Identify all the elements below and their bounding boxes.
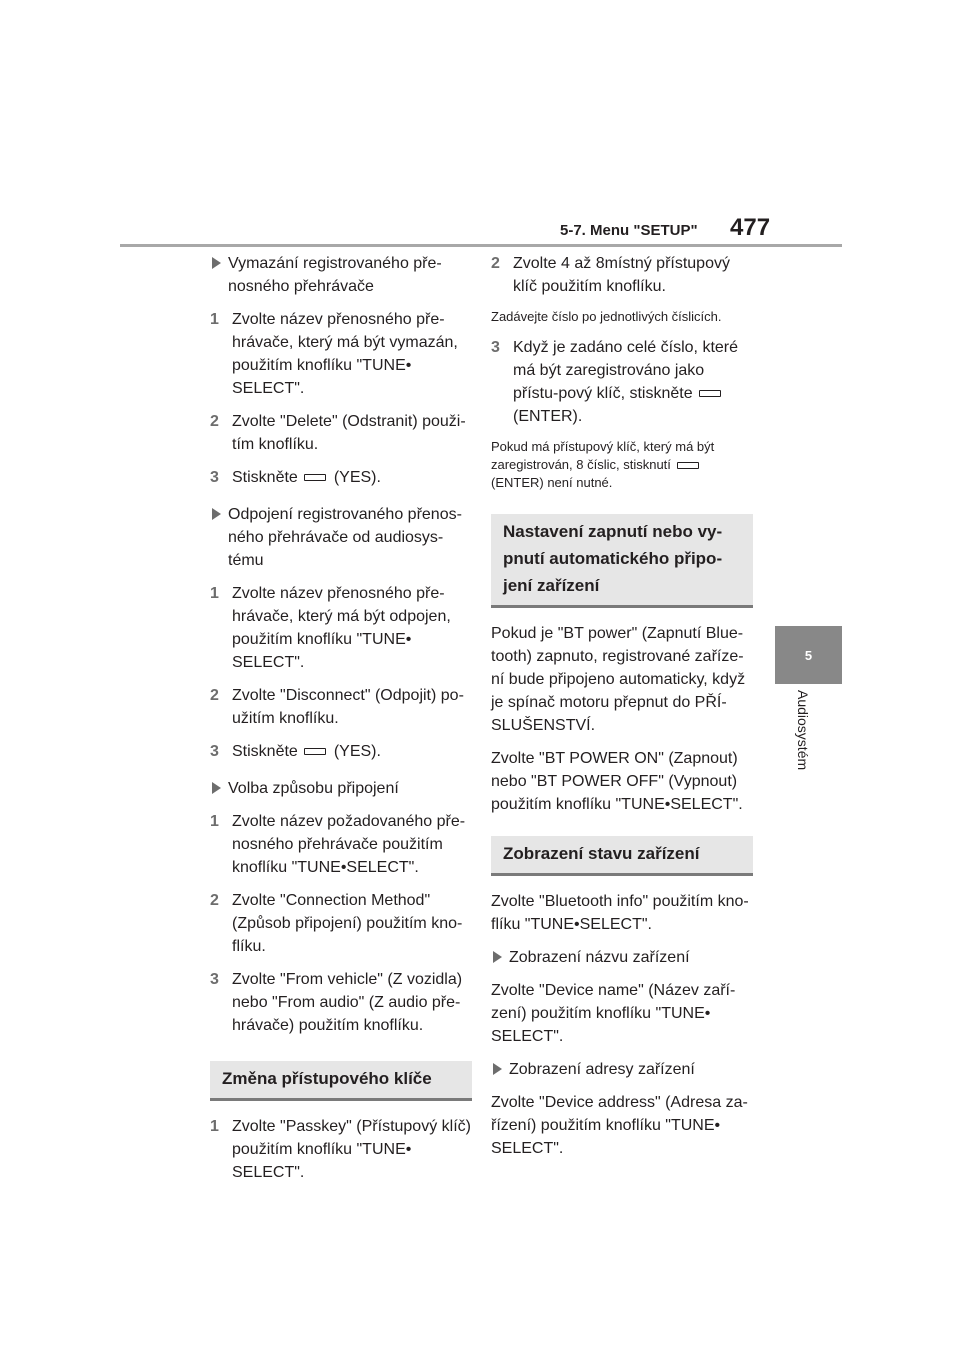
step [210, 968, 472, 1037]
paragraph: Zvolte "BT POWER ON" (Zapnout) nebo "BT POWER OFF" (Vypnout) použitím knoflíku "TUNE•SELECT". [491, 750, 743, 813]
step-number: 2 [210, 413, 219, 430]
step-number: 3 [491, 339, 500, 356]
paragraph: Zvolte "Bluetooth info" použitím kno-flíku "TUNE•SELECT". [491, 893, 749, 933]
list-item [210, 777, 472, 800]
button-icon [699, 390, 721, 397]
note: Zadávejte číslo po jednotlivých číslicích. [491, 309, 722, 324]
chapter-label: Audiosystém [795, 690, 811, 771]
step [210, 889, 472, 958]
step-text: Zvolte název požadovaného pře-nosného přehrávače použitím knoflíku "TUNE•SELECT". [232, 813, 466, 876]
step-number: 1 [210, 311, 219, 328]
step [210, 308, 472, 400]
step-number: 1 [210, 585, 219, 602]
right-column [491, 252, 753, 1170]
triangle-bullet-icon [212, 257, 221, 269]
step-number: 3 [210, 971, 219, 988]
step-text: Zvolte název přenosného pře-hrávače, který má být odpojen, použitím knoflíku "TUNE• SELECT". [232, 585, 451, 671]
section-heading: Nastavení zapnutí nebo vy-pnutí automatického připo-jení zařízení [491, 514, 753, 608]
step-text: Zvolte "From vehicle" (Z vozidla) nebo "From audio" (Z audio pře-hrávače) použitím knoflíku. [232, 971, 463, 1034]
step-number: 1 [210, 1118, 219, 1135]
list-item [210, 252, 472, 298]
step-text: Zvolte "Connection Method" (Způsob připojení) použitím kno-flíku. [232, 892, 463, 955]
step [210, 466, 472, 489]
step-text: Stiskněte [232, 743, 298, 760]
step [491, 252, 753, 298]
button-icon [304, 748, 326, 755]
step-text: Zvolte název přenosného pře-hrávače, který má být vymazán, použitím knoflíku "TUNE• SELECT". [232, 311, 458, 397]
paragraph: Pokud je "BT power" (Zapnutí Blue-tooth) zapnuto, registrované zaříze-ní bude připojeno automaticky, když je spínač motoru přepnut do PŘÍ-SLUŠENSTVÍ. [491, 625, 746, 734]
step [210, 582, 472, 674]
list-item [491, 1058, 753, 1081]
page-number: 477 [730, 214, 771, 241]
paragraph: Zvolte "Device address" (Adresa za-řízení) použitím knoflíku "TUNE• SELECT". [491, 1094, 748, 1157]
button-icon [677, 462, 699, 469]
note [491, 438, 753, 492]
step-text: Když je zadáno celé číslo, které má být zaregistrováno jako přístu-pový klíč, stiskněte [513, 339, 739, 402]
triangle-bullet-icon [212, 508, 221, 520]
section-heading: Zobrazení stavu zařízení [491, 836, 753, 876]
step [210, 740, 472, 763]
paragraph: Zvolte "Device name" (Název zaří-zení) použitím knoflíku "TUNE• SELECT". [491, 982, 736, 1045]
triangle-bullet-icon [493, 1063, 502, 1075]
step [210, 810, 472, 879]
step-number: 1 [210, 813, 219, 830]
step-text: (YES). [333, 469, 381, 486]
bullet-text: Zobrazení adresy zařízení [509, 1061, 695, 1078]
bullet-text: Zobrazení názvu zařízení [509, 949, 690, 966]
note-text: Pokud má přístupový klíč, který má být zaregistrován, 8 číslic, stisknutí [491, 439, 715, 472]
step-text: Zvolte "Delete" (Odstranit) použi-tím knoflíku. [232, 413, 466, 453]
step-text: Zvolte "Disconnect" (Odpojit) po-užitím knoflíku. [232, 687, 464, 727]
header-rule [120, 244, 842, 247]
section-heading: Změna přístupového klíče [210, 1061, 472, 1101]
step-number: 3 [210, 743, 219, 760]
step-text: Stiskněte [232, 469, 298, 486]
bullet-text: Vymazání registrovaného pře-nosného přehrávače [228, 255, 442, 295]
section-title: 5-7. Menu "SETUP" [560, 222, 698, 239]
list-item [210, 503, 472, 572]
step [210, 1115, 472, 1184]
triangle-bullet-icon [212, 782, 221, 794]
step-text: (ENTER). [513, 408, 583, 425]
step-number: 2 [210, 687, 219, 704]
note-text: (ENTER) není nutné. [491, 475, 613, 490]
step-number: 2 [491, 255, 500, 272]
bullet-text: Odpojení registrovaného přenos-ného přehrávače od audiosys-tému [228, 506, 462, 569]
button-icon [304, 474, 326, 481]
step [491, 336, 753, 428]
step-text: Zvolte "Passkey" (Přístupový klíč) použitím knoflíku "TUNE• SELECT". [232, 1118, 471, 1181]
step-number: 2 [210, 892, 219, 909]
bullet-text: Volba způsobu připojení [228, 780, 399, 797]
step [210, 684, 472, 730]
left-column [210, 252, 472, 1194]
step-number: 3 [210, 469, 219, 486]
chapter-tab: 5 [775, 626, 842, 684]
step-text: (YES). [333, 743, 381, 760]
list-item [491, 946, 753, 969]
triangle-bullet-icon [493, 951, 502, 963]
step [210, 410, 472, 456]
step-text: Zvolte 4 až 8místný přístupový klíč použitím knoflíku. [513, 255, 730, 295]
